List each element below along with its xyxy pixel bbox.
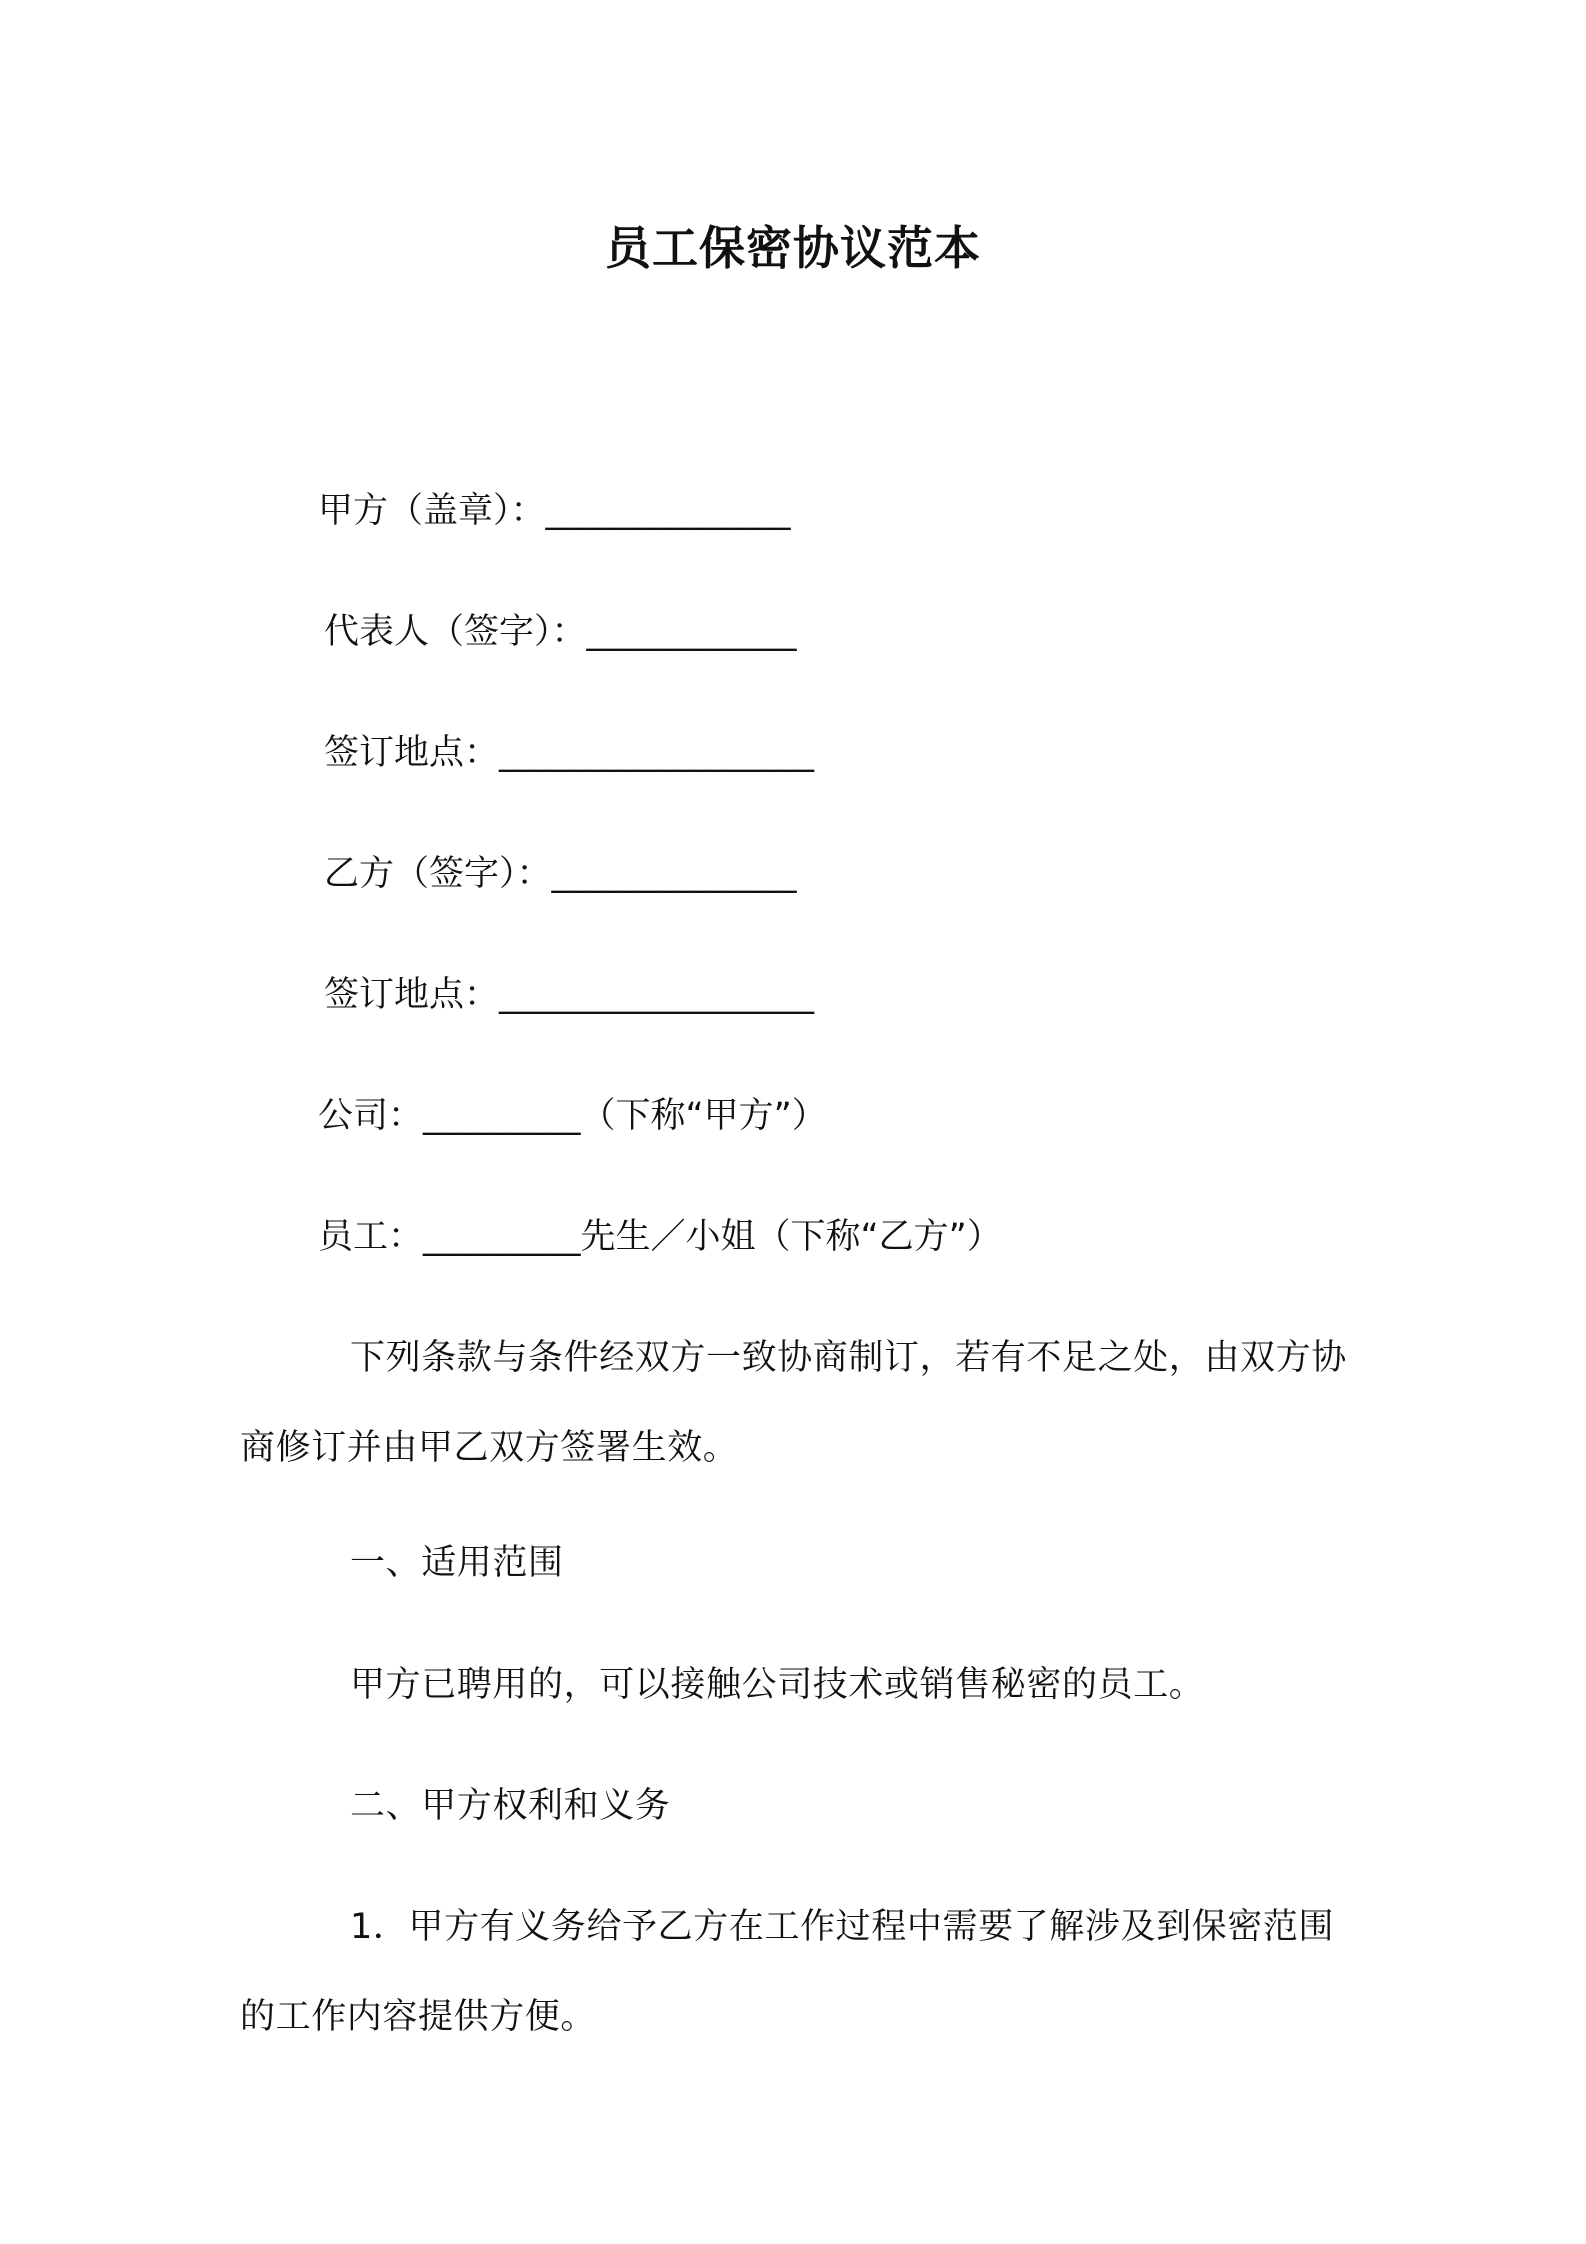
field-label: 甲方（盖章）： (318, 491, 546, 531)
section-1-body: 甲方已聘用的，可以接触公司技术或销售秘密的员工。 (350, 1665, 1205, 1705)
field-blank: ____________ (586, 612, 797, 652)
field-label: 员工： (318, 1217, 424, 1257)
section-1-heading: 一、适用范围 (350, 1543, 564, 1583)
section-2-item-1: 1．甲方有义务给予乙方在工作过程中需要了解涉及到保密范围的工作内容提供方便。 (240, 1907, 1335, 2037)
field-label: 乙方（签字）： (324, 854, 552, 894)
intro-paragraph: 下列条款与条件经双方一致协商制订，若有不足之处，由双方协商修订并由甲乙双方签署生效。 (240, 1338, 1347, 1468)
field-blank: __________________ (499, 975, 815, 1015)
field-blank: ______________ (551, 854, 797, 894)
field-party-b (324, 850, 797, 898)
field-suffix: （下称“甲方”） (580, 1096, 827, 1136)
field-signing-place-2 (324, 971, 814, 1019)
field-suffix: 先生／小姐（下称“乙方”） (580, 1217, 1002, 1257)
field-signing-place-1 (324, 729, 814, 777)
field-label: 代表人（签字）： (324, 612, 587, 652)
field-representative (324, 608, 797, 656)
field-label: 签订地点： (324, 975, 500, 1015)
document-title: 员工保密协议范本 (605, 221, 981, 275)
field-blank: ______________ (545, 491, 791, 531)
field-blank: _________ (423, 1217, 581, 1257)
field-label: 公司： (318, 1096, 424, 1136)
field-company (318, 1092, 827, 1140)
field-blank: _________ (423, 1096, 581, 1136)
field-employee (318, 1213, 1002, 1261)
field-label: 签订地点： (324, 733, 500, 773)
field-party-a (318, 487, 791, 535)
section-2-heading: 二、甲方权利和义务 (350, 1786, 671, 1826)
field-blank: __________________ (499, 733, 815, 773)
